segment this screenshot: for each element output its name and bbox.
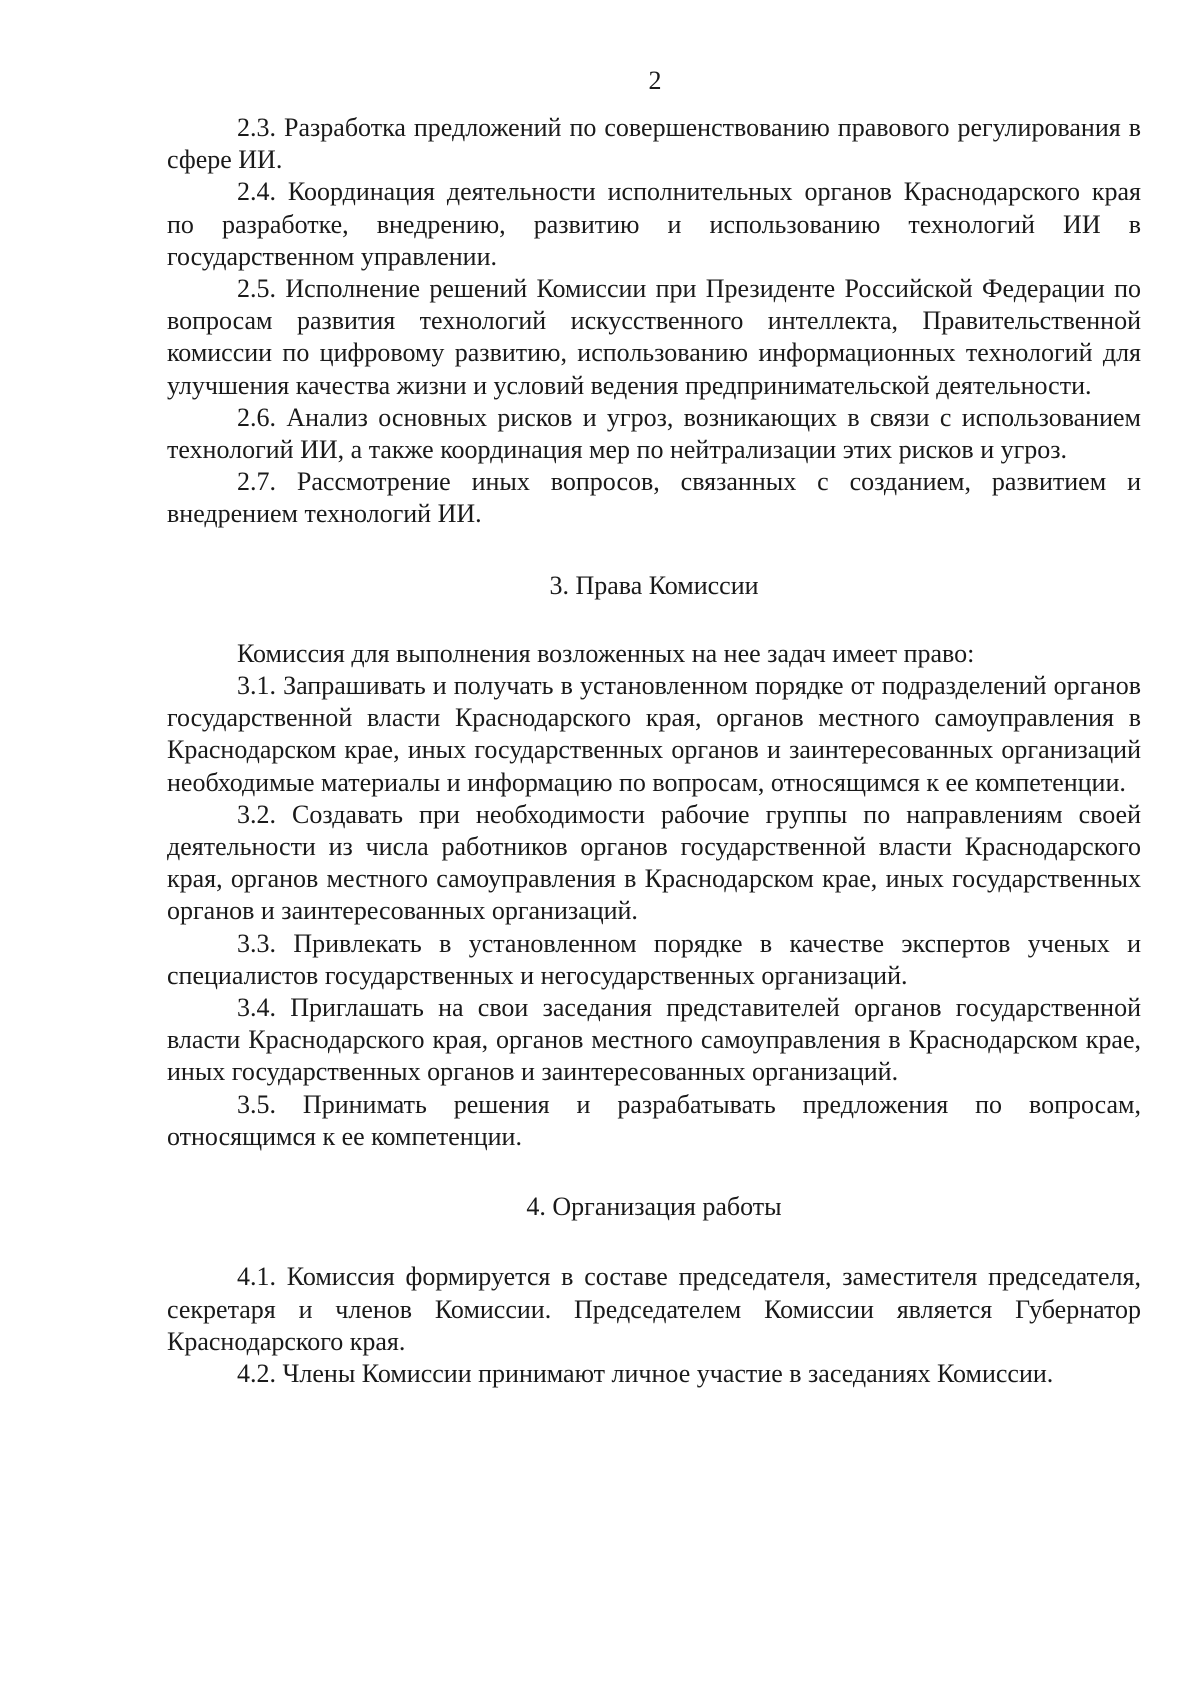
clause-4-1: 4.1. Комиссия формируется в составе председателя, заместителя председателя, секретаря и членов Комиссии. Председателем Комиссии является Губернатор Краснодарского края. xyxy=(167,1262,1141,1356)
section-3-heading: 3. Права Комиссии xyxy=(549,570,759,600)
clause-2-5: 2.5. Исполнение решений Комиссии при Президенте Российской Федерации по вопросам развития технологий искусственного интеллекта, Правительственной комиссии по цифровому развитию, использованию информационных технологий для улучшения качества жизни и условий ведения предпринимательской деятельности. xyxy=(167,274,1141,400)
clause-3-1: 3.1. Запрашивать и получать в установленном порядке от подразделений органов государственной власти Краснодарского края, органов местного самоуправления в Краснодарском крае, иных государственных органов и заинтересованных организаций необходимые материалы и информацию по вопросам, относящимся к ее компетенции. xyxy=(167,671,1141,797)
document-body xyxy=(167,112,1141,1390)
clause-4-2: 4.2. Члены Комиссии принимают личное участие в заседаниях Комиссии. xyxy=(237,1358,1054,1388)
clause-3-4: 3.4. Приглашать на свои заседания представителей органов государственной власти Краснодарского края, органов местного самоуправления в Краснодарском крае, иных государственных органов и заинтересованных организаций. xyxy=(167,993,1141,1087)
clause-2-4: 2.4. Координация деятельности исполнительных органов Краснодарского края по разработке, внедрению, развитию и использованию технологий ИИ в государственном управлении. xyxy=(167,177,1141,271)
clause-2-6: 2.6. Анализ основных рисков и угроз, возникающих в связи с использованием технологий ИИ, а также координация мер по нейтрализации этих рисков и угроз. xyxy=(167,402,1141,465)
clause-3-5: 3.5. Принимать решения и разрабатывать предложения по вопросам, относящимся к ее компетенции. xyxy=(167,1089,1141,1151)
clause-3-3: 3.3. Привлекать в установленном порядке в качестве экспертов ученых и специалистов государственных и негосударственных организаций. xyxy=(167,928,1141,990)
section-3-intro: Комиссия для выполнения возложенных на нее задач имеет право: xyxy=(237,638,975,668)
clause-2-7: 2.7. Рассмотрение иных вопросов, связанных с созданием, развитием и внедрением технологий ИИ. xyxy=(167,467,1141,529)
page-number: 2 xyxy=(648,66,662,95)
clause-3-2: 3.2. Создавать при необходимости рабочие группы по направлениям своей деятельности из числа работников органов государственной власти Краснодарского края, органов местного самоуправления в Краснодарском крае, иных государственных органов и заинтересованных организаций. xyxy=(167,799,1141,926)
section-4-heading: 4. Организация работы xyxy=(526,1192,782,1222)
clause-2-3: 2.3. Разработка предложений по совершенствованию правового регулирования в сфере ИИ. xyxy=(167,113,1141,175)
